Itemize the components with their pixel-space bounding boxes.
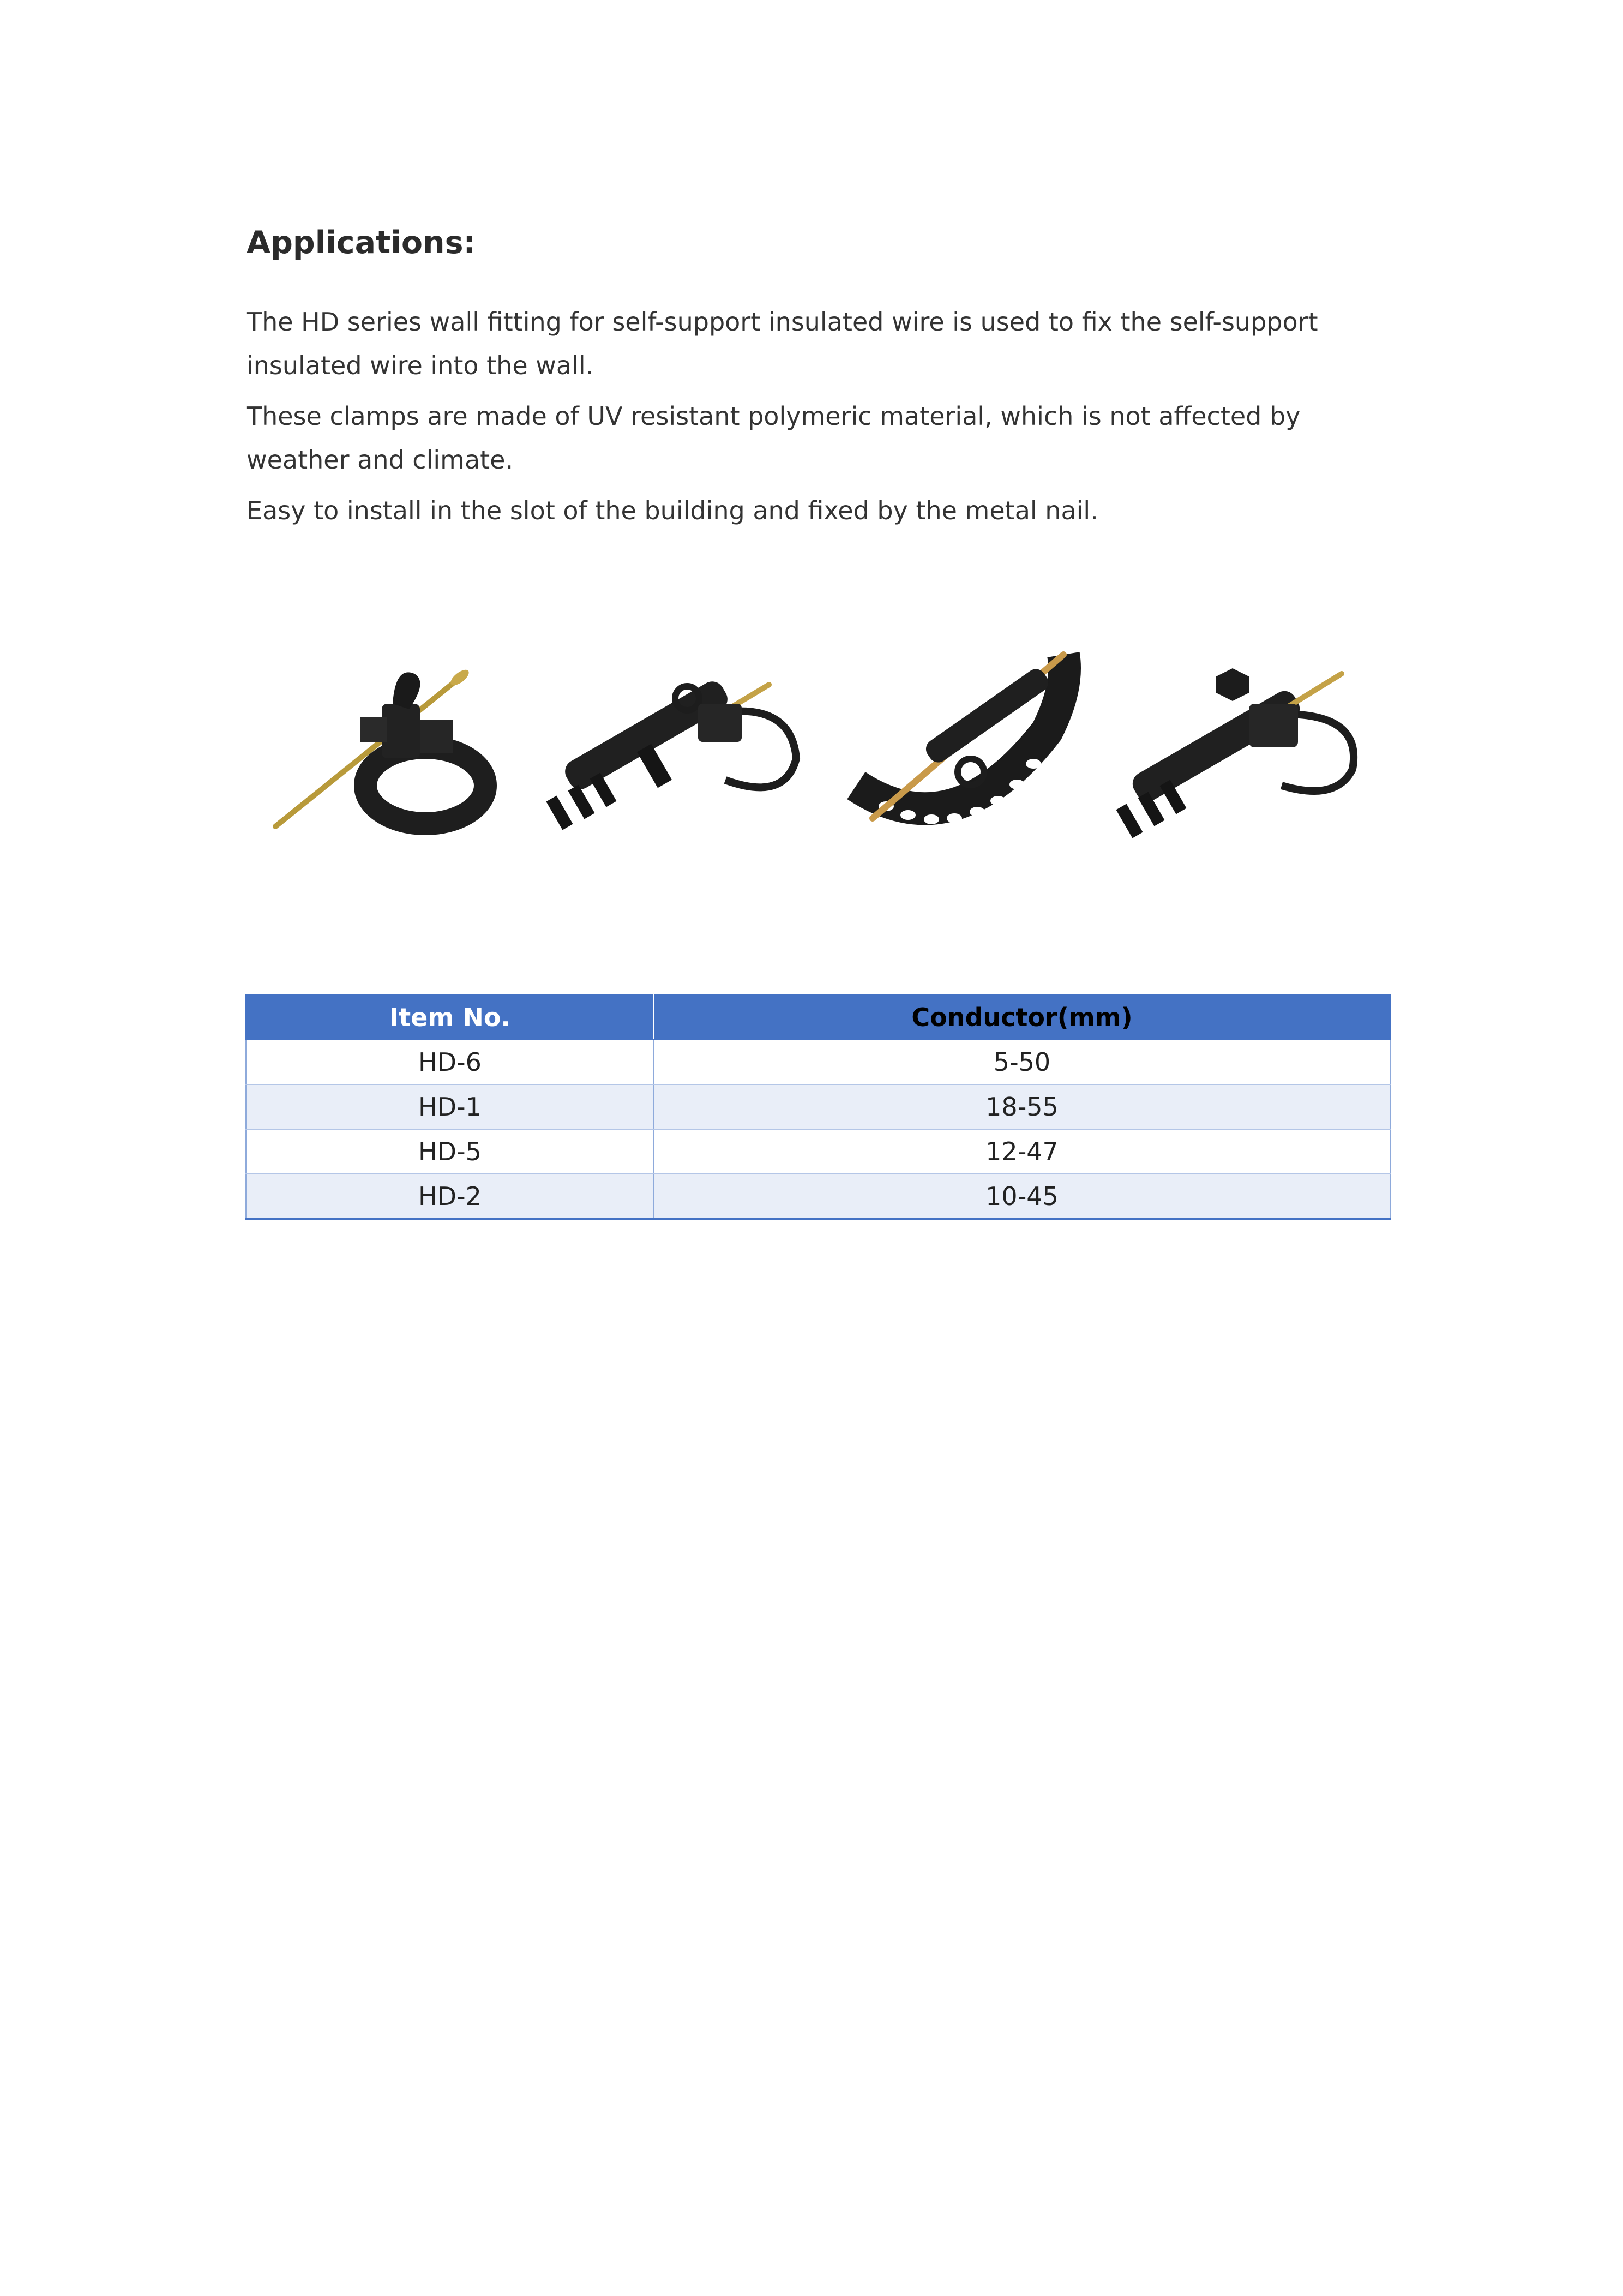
table-row (246, 1129, 1390, 1174)
header-item-no: Item No. (246, 995, 654, 1040)
cell-conductor: 18-55 (654, 1084, 1390, 1129)
cell-item-no: HD-1 (246, 1084, 654, 1129)
product-image-hex-clamp (1116, 668, 1354, 838)
section-heading: Applications: (247, 225, 476, 261)
product-images (245, 622, 1391, 884)
paragraph-material: These clamps are made of UV resistant polymeric material, which is not affected by weather and climate. (247, 401, 1301, 475)
cell-item-no: HD-2 (246, 1174, 654, 1219)
header-conductor: Conductor(mm) (654, 995, 1390, 1040)
spec-table (245, 994, 1391, 1220)
cell-item-no: HD-6 (246, 1040, 654, 1084)
table-header-row (246, 995, 1390, 1040)
table-row (246, 1174, 1390, 1219)
product-image-curved-strap (856, 655, 1065, 824)
paragraph-installation: Easy to install in the slot of the building and fixed by the metal nail. (247, 496, 1098, 525)
product-image-ring-clamp (275, 667, 485, 826)
table-row (246, 1040, 1390, 1084)
paragraph-usage: The HD series wall fitting for self-support insulated wire is used to fix the self-support insulated wire into the wall. (247, 307, 1318, 380)
cell-conductor: 12-47 (654, 1129, 1390, 1174)
table-row (246, 1084, 1390, 1129)
cell-conductor: 5-50 (654, 1040, 1390, 1084)
cell-conductor: 10-45 (654, 1174, 1390, 1219)
product-image-plug-clamp (546, 677, 796, 830)
cell-item-no: HD-5 (246, 1129, 654, 1174)
